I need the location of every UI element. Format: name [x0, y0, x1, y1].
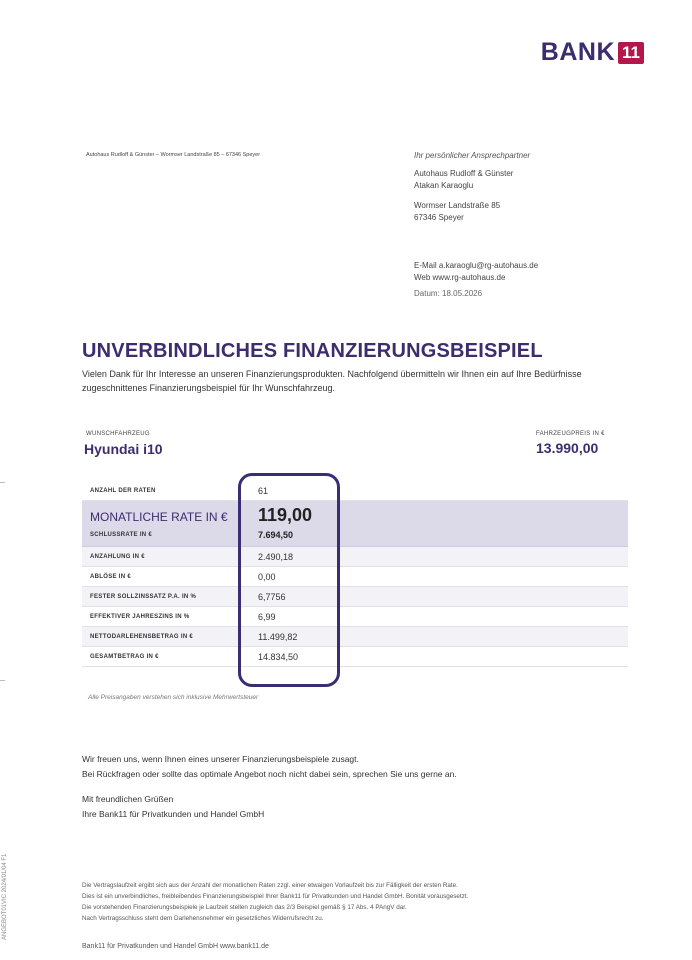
row-label: GESAMTBETRAG IN €: [90, 653, 159, 660]
row-value: 14.834,50: [258, 651, 299, 662]
fold-mark: [0, 482, 5, 483]
monthly-rate-label: MONATLICHE RATE IN €: [90, 510, 228, 524]
footer-line: Dies ist ein unverbindliches, freibleibendes Finanzierungsbeispiel Ihrer Bank11 für Privatkunden und Handel GmbH. Bonität vorausgesetzt.: [82, 893, 469, 900]
contact-company: Autohaus Rudloff & Günster: [414, 169, 514, 178]
final-rate-label: SCHLUSSRATE IN €: [90, 532, 153, 538]
sender-address-line: Autohaus Rudloff & Günster – Wormser Landstraße 85 – 67346 Speyer: [86, 152, 261, 158]
table-row: [82, 567, 628, 587]
contact-block: [414, 150, 538, 300]
side-document-code: ANGEBOT01VIC 2024/01/04 F1: [2, 853, 8, 940]
row-value: 61: [258, 485, 269, 496]
row-label: FESTER SOLLZINSSATZ P.A. IN %: [90, 593, 197, 600]
row-label: ANZAHL DER RATEN: [90, 487, 156, 494]
greeting: Mit freundlichen Grüßen: [82, 794, 174, 804]
financing-table: [82, 481, 628, 667]
intro-text: Vielen Dank für Ihr Interesse an unseren Finanzierungsprodukten. Nachfolgend übermitteln wir Ihnen ein auf Ihre Bedürfnisse zugeschnittenes Finanzierungsbeispiel für Ihr Wunschfahrzeug.: [82, 369, 582, 393]
contact-city: 67346 Speyer: [414, 213, 464, 222]
footer-legal: [82, 880, 468, 924]
row-value: 11.499,82: [258, 631, 298, 642]
document-date: Datum: 18.05.2026: [414, 289, 483, 298]
row-label: ANZAHLUNG IN €: [90, 553, 145, 560]
final-rate-value: 7.694,50: [258, 530, 294, 540]
monthly-rate-value: 119,00: [258, 505, 313, 525]
row-label: NETTODARLEHENSBETRAG IN €: [90, 633, 194, 640]
vehicle-name: Hyundai i10: [84, 441, 163, 457]
footer-line: Die Vertragslaufzeit ergibt sich aus der Anzahl der monatlichen Raten zzgl. einer etwaigen Vorlaufzeit bis zur Fälligkeit der ersten Rate.: [82, 882, 458, 889]
page-title: UNVERBINDLICHES FINANZIERUNGSBEISPIEL: [82, 340, 543, 362]
highlight-marker: [238, 473, 340, 687]
table-row-rate-count: [82, 481, 628, 501]
footer-line: Nach Vertragsschluss steht dem Darlehensnehmer ein gesetzliches Widerrufsrecht zu.: [82, 915, 324, 922]
row-value: 0,00: [258, 571, 276, 582]
contact-email: E-Mail a.karaoglu@rg-autohaus.de: [414, 261, 539, 270]
monthly-rate-block: [82, 501, 628, 547]
row-value: 2.490,18: [258, 551, 294, 562]
contact-street: Wormser Landstraße 85: [414, 201, 501, 210]
row-label: EFFEKTIVER JAHRESZINS IN %: [90, 613, 190, 620]
logo-text: BANK: [540, 38, 616, 66]
fold-mark: [0, 680, 5, 681]
vehicle-label: WUNSCHFAHRZEUG: [86, 431, 150, 437]
vehicle-price: 13.990,00: [536, 440, 599, 456]
signature: Ihre Bank11 für Privatkunden und Handel GmbH: [82, 809, 265, 819]
table-row: [82, 647, 628, 667]
vehicle-price-label: FAHRZEUGPREIS IN €: [536, 431, 605, 437]
table-row: [82, 587, 628, 607]
closing-block: [82, 752, 457, 822]
contact-heading: Ihr persönlicher Ansprechpartner: [414, 151, 531, 160]
row-value: 6,99: [258, 611, 276, 622]
table-row: [82, 607, 628, 627]
closing-line-2: Bei Rückfragen oder sollte das optimale Angebot noch nicht dabei sein, sprechen Sie uns gerne an.: [82, 769, 457, 779]
bank11-logo: [541, 38, 644, 67]
contact-web: Web www.rg-autohaus.de: [414, 273, 506, 282]
footer-company: Bank11 für Privatkunden und Handel GmbH www.bank11.de: [82, 943, 269, 950]
table-row: [82, 627, 628, 647]
contact-person: Atakan Karaoglu: [414, 181, 474, 190]
row-label: ABLÖSE IN €: [90, 573, 131, 580]
footer-line: Die vorstehenden Finanzierungsbeispiele je Laufzeit stellen zugleich das 2/3 Beispiel gemäß § 17 Abs. 4 PAngV dar.: [82, 904, 407, 911]
row-value: 6,7756: [258, 591, 286, 602]
closing-line-1: Wir freuen uns, wenn Ihnen eines unserer Finanzierungsbeispiele zusagt.: [82, 754, 359, 764]
price-note: Alle Preisangaben verstehen sich inklusive Mehrwertsteuer: [88, 694, 259, 701]
table-row: [82, 547, 628, 567]
logo-box: 11: [618, 42, 644, 64]
